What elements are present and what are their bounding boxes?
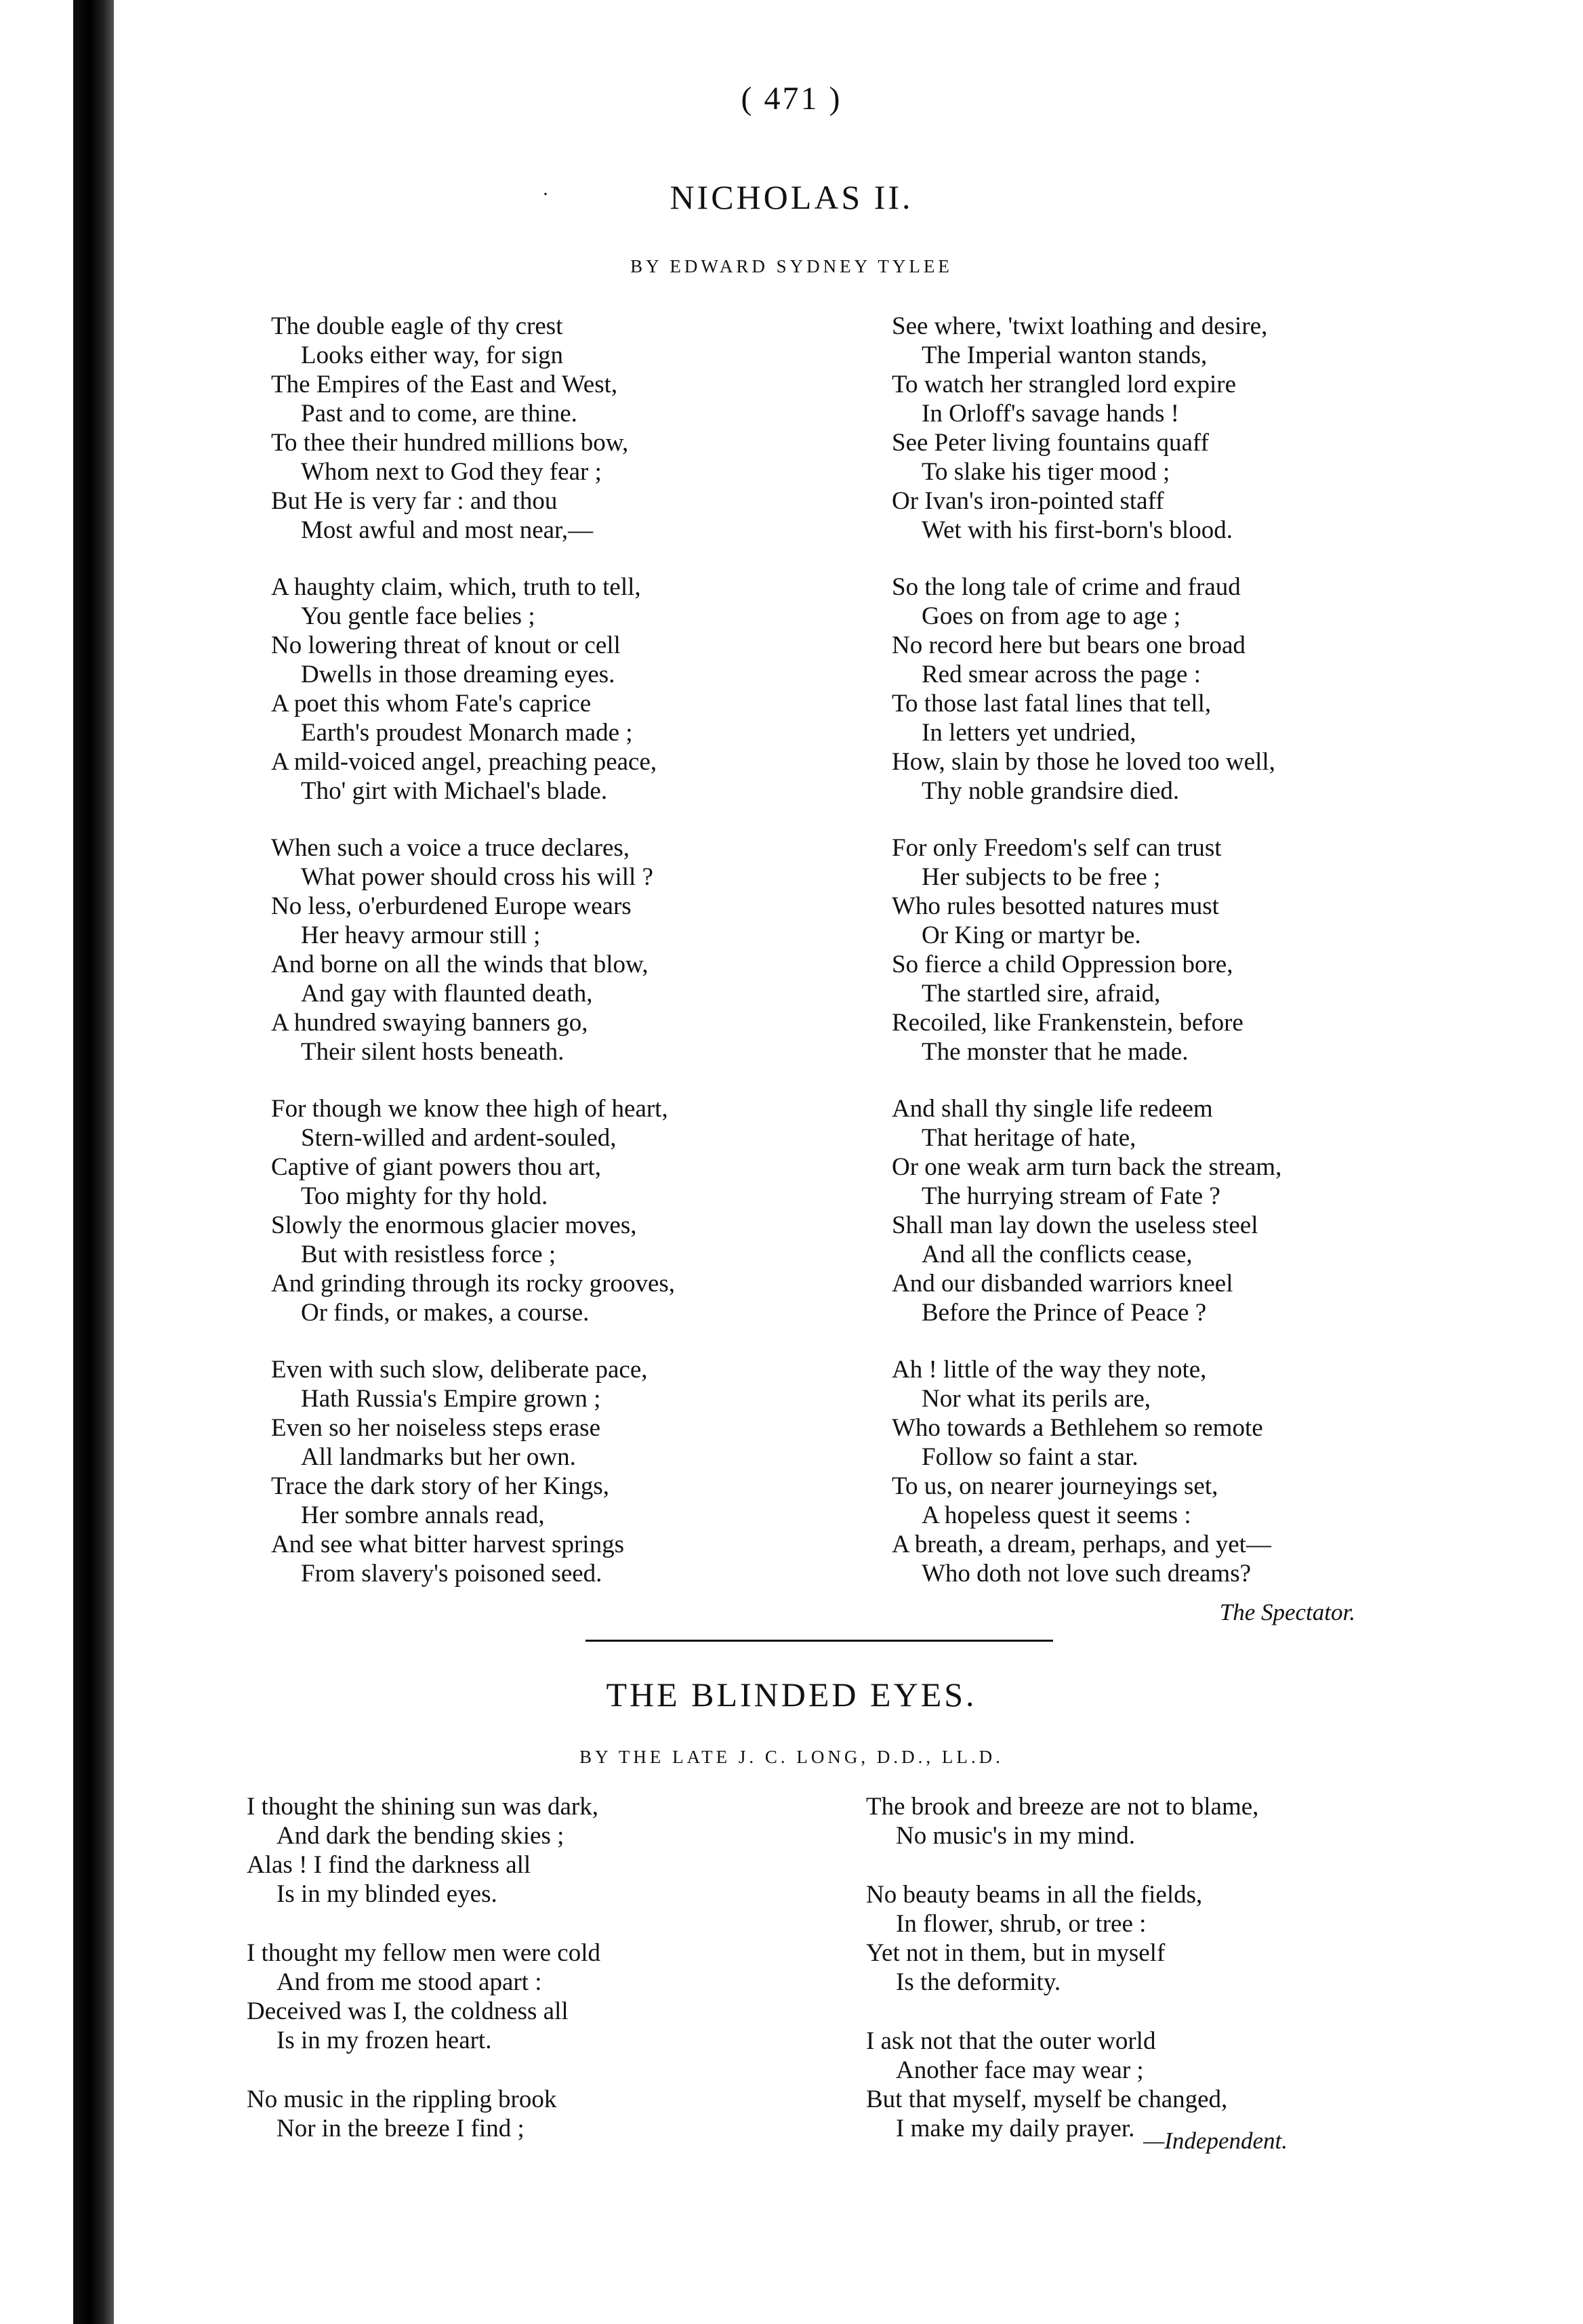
verse-line: The hurrying stream of Fate ? bbox=[922, 1182, 1220, 1210]
verse-line: See Peter living fountains quaff bbox=[892, 429, 1209, 457]
verse-line: A hopeless quest it seems : bbox=[922, 1501, 1191, 1529]
verse-line: The double eagle of thy crest bbox=[271, 312, 563, 340]
stanza bbox=[247, 2085, 600, 2143]
stanza bbox=[892, 833, 1281, 1066]
verse-line: To us, on nearer journeyings set, bbox=[892, 1472, 1218, 1500]
verse-line: Who rules besotted natures must bbox=[892, 892, 1219, 920]
verse-line: Recoiled, like Frankenstein, before bbox=[892, 1009, 1243, 1037]
verse-line: No lowering threat of knout or cell bbox=[271, 631, 621, 659]
verse-line: And gay with flaunted death, bbox=[301, 980, 593, 1008]
verse-line: You gentle face belies ; bbox=[301, 602, 535, 630]
verse-line: Slowly the enormous glacier moves, bbox=[271, 1211, 637, 1239]
verse-line: No music in the rippling brook bbox=[247, 2086, 557, 2113]
page-number: ( 471 ) bbox=[741, 81, 842, 117]
verse-line: Goes on from age to age ; bbox=[922, 602, 1181, 630]
verse-line: Who doth not love such dreams? bbox=[922, 1560, 1252, 1588]
stanza bbox=[866, 2027, 1258, 2143]
stanza bbox=[271, 573, 675, 806]
stanza bbox=[892, 1094, 1281, 1327]
verse-line: A breath, a dream, perhaps, and yet— bbox=[892, 1531, 1271, 1558]
stanza bbox=[247, 1938, 600, 2055]
verse-line: So fierce a child Oppression bore, bbox=[892, 951, 1233, 978]
verse-line: The startled sire, afraid, bbox=[922, 980, 1161, 1008]
verse-line: To thee their hundred millions bow, bbox=[271, 429, 629, 457]
verse-line: Trace the dark story of her Kings, bbox=[271, 1472, 610, 1500]
verse-line: From slavery's poisoned seed. bbox=[301, 1560, 602, 1588]
verse-line: When such a voice a truce declares, bbox=[271, 834, 630, 862]
verse-line: Their silent hosts beneath. bbox=[301, 1038, 564, 1066]
verse-line: In Orloff's savage hands ! bbox=[922, 400, 1179, 428]
verse-line: The Imperial wanton stands, bbox=[922, 341, 1208, 369]
verse-line: But He is very far : and thou bbox=[271, 487, 558, 515]
verse-line: Before the Prince of Peace ? bbox=[922, 1299, 1207, 1327]
verse-line: In letters yet undried, bbox=[922, 719, 1136, 747]
verse-line: And shall thy single life redeem bbox=[892, 1095, 1213, 1123]
verse-line: See where, 'twixt loathing and desire, bbox=[892, 312, 1268, 340]
stanza bbox=[892, 1355, 1281, 1588]
poem1-title: NICHOLAS II. bbox=[670, 178, 913, 216]
poem2-right-column bbox=[866, 1792, 1258, 2173]
verse-line: Red smear across the page : bbox=[922, 661, 1201, 688]
verse-line: Wet with his first-born's blood. bbox=[922, 516, 1233, 544]
verse-line: That heritage of hate, bbox=[922, 1124, 1136, 1152]
verse-line: Or one weak arm turn back the stream, bbox=[892, 1153, 1282, 1181]
verse-line: But with resistless force ; bbox=[301, 1241, 556, 1268]
verse-line: So the long tale of crime and fraud bbox=[892, 573, 1241, 601]
verse-line: To slake his tiger mood ; bbox=[922, 458, 1170, 486]
verse-line: Even with such slow, deliberate pace, bbox=[271, 1356, 648, 1384]
verse-line: Dwells in those dreaming eyes. bbox=[301, 661, 615, 688]
verse-line: The Empires of the East and West, bbox=[271, 371, 618, 398]
verse-line: In flower, shrub, or tree : bbox=[896, 1910, 1147, 1938]
verse-line: Past and to come, are thine. bbox=[301, 400, 577, 428]
verse-line: Or finds, or makes, a course. bbox=[301, 1299, 590, 1327]
poem2-author: BY THE LATE J. C. LONG, D.D., LL.D. bbox=[579, 1747, 1004, 1767]
verse-line: Earth's proudest Monarch made ; bbox=[301, 719, 633, 747]
verse-line: No beauty beams in all the fields, bbox=[866, 1881, 1203, 1909]
verse-line: Is in my frozen heart. bbox=[276, 2027, 492, 2054]
verse-line: No less, o'erburdened Europe wears bbox=[271, 892, 632, 920]
verse-line: Is in my blinded eyes. bbox=[276, 1880, 497, 1908]
verse-line: Or King or martyr be. bbox=[922, 921, 1141, 949]
verse-line: And borne on all the winds that blow, bbox=[271, 951, 649, 978]
stanza bbox=[866, 1880, 1258, 1997]
verse-line: And see what bitter harvest springs bbox=[271, 1531, 624, 1558]
verse-line: Who towards a Bethlehem so remote bbox=[892, 1414, 1263, 1442]
stanza bbox=[866, 1792, 1258, 1850]
verse-line: No music's in my mind. bbox=[896, 1822, 1136, 1850]
verse-line: Hath Russia's Empire grown ; bbox=[301, 1385, 601, 1413]
verse-line: Shall man lay down the useless steel bbox=[892, 1211, 1258, 1239]
verse-line: All landmarks but her own. bbox=[301, 1443, 576, 1471]
verse-line: Or Ivan's iron-pointed staff bbox=[892, 487, 1164, 515]
verse-line: Thy noble grandsire died. bbox=[922, 777, 1180, 805]
verse-line: For though we know thee high of heart, bbox=[271, 1095, 668, 1123]
poem1-left-column bbox=[271, 312, 675, 1616]
verse-line: But that myself, myself be changed, bbox=[866, 2086, 1228, 2113]
verse-line: Whom next to God they fear ; bbox=[301, 458, 602, 486]
poem2-credit: —Independent. bbox=[1143, 2128, 1288, 2154]
verse-line: The brook and breeze are not to blame, bbox=[866, 1793, 1259, 1821]
verse-line: Looks either way, for sign bbox=[301, 341, 564, 369]
verse-line: I thought my fellow men were cold bbox=[247, 1939, 600, 1967]
poem2-title: THE BLINDED EYES. bbox=[606, 1676, 977, 1714]
section-divider bbox=[585, 1640, 1053, 1642]
verse-line: How, slain by those he loved too well, bbox=[892, 748, 1275, 776]
poem1-right-column bbox=[892, 312, 1281, 1616]
stanza bbox=[892, 573, 1281, 806]
verse-line: Follow so faint a star. bbox=[922, 1443, 1138, 1471]
verse-line: To watch her strangled lord expire bbox=[892, 371, 1237, 398]
verse-line: Nor in the breeze I find ; bbox=[276, 2115, 525, 2142]
stanza bbox=[271, 312, 675, 545]
verse-line: A poet this whom Fate's caprice bbox=[271, 690, 592, 718]
verse-line: I ask not that the outer world bbox=[866, 2027, 1156, 2055]
verse-line: Her subjects to be free ; bbox=[922, 863, 1161, 891]
stray-mark: · bbox=[542, 183, 549, 205]
verse-line: Stern-willed and ardent-souled, bbox=[301, 1124, 617, 1152]
stanza bbox=[271, 1094, 675, 1327]
verse-line: And dark the bending skies ; bbox=[276, 1822, 564, 1850]
verse-line: A mild-voiced angel, preaching peace, bbox=[271, 748, 657, 776]
verse-line: The monster that he made. bbox=[922, 1038, 1189, 1066]
verse-line: And grinding through its rocky grooves, bbox=[271, 1270, 676, 1298]
verse-line: I make my daily prayer. bbox=[896, 2115, 1135, 2142]
verse-line: Tho' girt with Michael's blade. bbox=[301, 777, 608, 805]
verse-line: Too mighty for thy hold. bbox=[301, 1182, 548, 1210]
verse-line: And all the conflicts cease, bbox=[922, 1241, 1193, 1268]
stanza bbox=[247, 1792, 600, 1909]
stanza bbox=[892, 312, 1281, 545]
verse-line: Alas ! I find the darkness all bbox=[247, 1851, 531, 1879]
verse-line: A hundred swaying banners go, bbox=[271, 1009, 588, 1037]
verse-line: For only Freedom's self can trust bbox=[892, 834, 1222, 862]
verse-line: Is the deformity. bbox=[896, 1968, 1061, 1996]
verse-line: Nor what its perils are, bbox=[922, 1385, 1151, 1413]
verse-line: And from me stood apart : bbox=[276, 1968, 542, 1996]
verse-line: Most awful and most near,— bbox=[301, 516, 594, 544]
verse-line: Ah ! little of the way they note, bbox=[892, 1356, 1207, 1384]
verse-line: A haughty claim, which, truth to tell, bbox=[271, 573, 641, 601]
verse-line: Captive of giant powers thou art, bbox=[271, 1153, 602, 1181]
poem1-credit: The Spectator. bbox=[1219, 1599, 1355, 1625]
book-spine-shadow bbox=[73, 0, 114, 2324]
verse-line: And our disbanded warriors kneel bbox=[892, 1270, 1233, 1298]
poem1-author: BY EDWARD SYDNEY TYLEE bbox=[630, 256, 953, 276]
verse-line: Deceived was I, the coldness all bbox=[247, 1997, 569, 2025]
verse-line: Her sombre annals read, bbox=[301, 1501, 545, 1529]
stanza bbox=[271, 833, 675, 1066]
stanza bbox=[271, 1355, 675, 1588]
poem2-left-column bbox=[247, 1792, 600, 2173]
verse-line: Yet not in them, but in myself bbox=[866, 1939, 1166, 1967]
verse-line: Her heavy armour still ; bbox=[301, 921, 541, 949]
verse-line: To those last fatal lines that tell, bbox=[892, 690, 1212, 718]
verse-line: Even so her noiseless steps erase bbox=[271, 1414, 601, 1442]
verse-line: I thought the shining sun was dark, bbox=[247, 1793, 598, 1821]
verse-line: No record here but bears one broad bbox=[892, 631, 1246, 659]
verse-line: What power should cross his will ? bbox=[301, 863, 653, 891]
verse-line: Another face may wear ; bbox=[896, 2056, 1144, 2084]
